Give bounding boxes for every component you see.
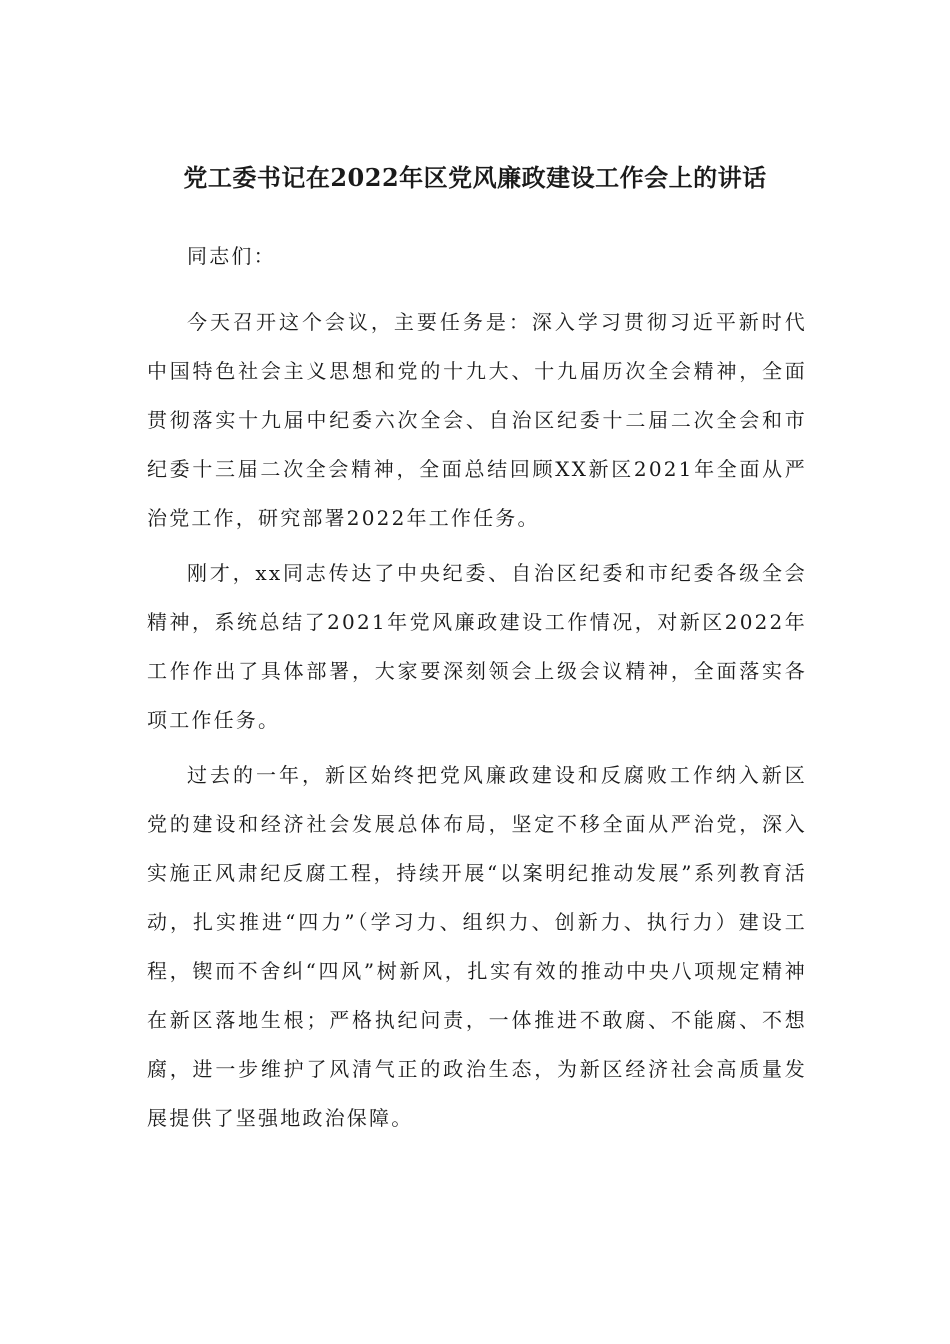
greeting-line: 同志们： [187,244,276,268]
paragraph-3: 过去的一年，新区始终把党风廉政建设和反腐败工作纳入新区党的建设和经济社会发展总体布局，坚定不移全面从严治党，深入实施正风肃纪反腐工程，持续开展“以案明纪推动发展”系列教育活动，扎实推进“四力”（学习力、组织力、创新力、执行力）建设工程，锲而不舍纠“四风”树新风，扎实有效的推动中央八项规定精神在新区落地生根；严格执纪问责，一体推进不敢腐、不能腐、不想腐，进一步维护了风清气正的政治生态，为新区经济社会高质量发展提供了坚强地政治保障。 [147,763,807,1130]
paragraph-1: 今天召开这个会议，主要任务是：深入学习贯彻习近平新时代中国特色社会主义思想和党的十九大、十九届历次全会精神，全面贯彻落实十九届中纪委六次全会、自治区纪委十二届二次全会和市纪委十三届二次全会精神，全面总结回顾XX新区2021年全面从严治党工作，研究部署2022年工作任务。 [147,310,807,530]
paragraph-2: 刚才，xx同志传达了中央纪委、自治区纪委和市纪委各级全会精神，系统总结了2021年党风廉政建设工作情况，对新区2022年工作作出了具体部署，大家要深刻领会上级会议精神，全面落实各项工作任务。 [147,561,807,732]
document-body [147,232,807,1149]
document-title: 党工委书记在2022年区党风廉政建设工作会上的讲话 [183,163,767,192]
